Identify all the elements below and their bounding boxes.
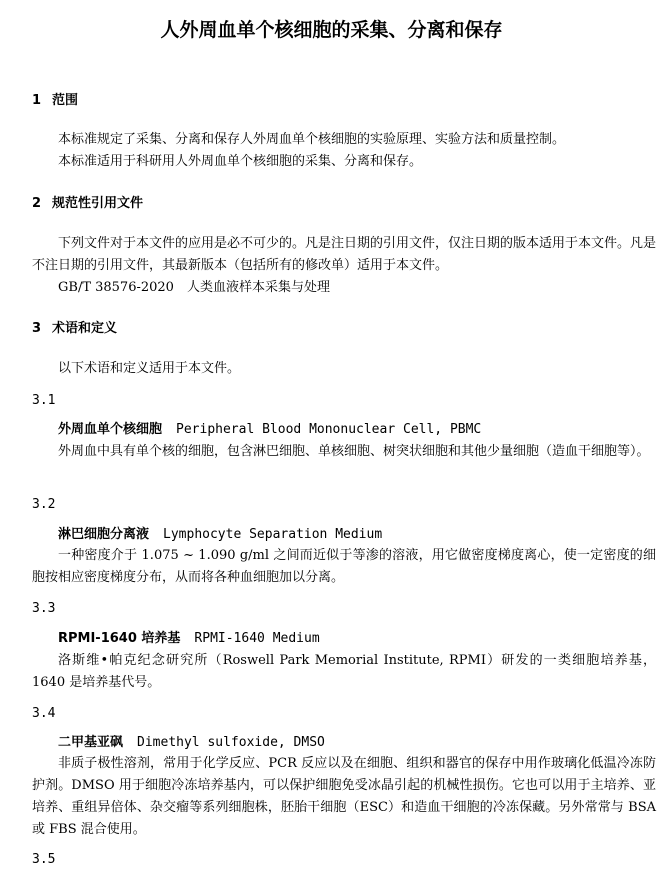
term-heading xyxy=(58,630,320,648)
term-heading xyxy=(58,526,382,544)
term-number: 3.3 xyxy=(32,601,56,616)
term-heading xyxy=(58,734,325,752)
section-title: 术语和定义 xyxy=(52,321,118,336)
scope-paragraph-2: 本标准适用于科研用人外周血单个核细胞的采集、分离和保存。 xyxy=(58,154,423,169)
term-definition: 非质子极性溶剂，常用于化学反应、PCR 反应以及在细胞、组织和器官的保存中用作玻璃化低温冷冻防护剂。DMSO 用于细胞冷冻培养基内，可以保护细胞免受冰晶引起的机械性损伤。它也可以用于主培养、亚培养、重组异倍体、杂交瘤等系列细胞株，胚胎干细胞（ESC）和造血干细胞的冷冻保藏。另外常常与 BSA 或 FBS 混合使用。 xyxy=(32,756,656,837)
term-name-zh: 外周血单个核细胞 xyxy=(58,422,163,437)
term-definition: 洛斯维•帕克纪念研究所（Roswell Park Memorial Institute, RPMI）研发的一类细胞培养基，1640 是培养基代号。 xyxy=(32,653,656,690)
term-number: 3.2 xyxy=(32,497,56,512)
terms-intro: 以下术语和定义适用于本文件。 xyxy=(58,361,241,376)
term-number: 3.4 xyxy=(32,706,56,721)
term-heading xyxy=(58,421,481,439)
term-definition: 一种密度介于 1.075 ~ 1.090 g/ml 之间而近似于等渗的溶液，用它做密度梯度离心，使一定密度的细胞按相应密度梯度分布，从而将各种血细胞加以分离。 xyxy=(32,548,656,585)
term-name-en: RPMI-1640 Medium xyxy=(194,631,320,646)
reference-item: GB/T 38576-2020 人类血液样本采集与处理 xyxy=(58,280,330,295)
section-heading-terms xyxy=(32,320,117,338)
term-name-zh: RPMI-1640 培养基 xyxy=(58,631,181,646)
scope-paragraph-1: 本标准规定了采集、分离和保存人外周血单个核细胞的实验原理、实验方法和质量控制。 xyxy=(58,132,566,147)
section-title: 规范性引用文件 xyxy=(52,196,144,211)
term-name-en: Lymphocyte Separation Medium xyxy=(163,527,383,542)
term-definition: 外周血中具有单个核的细胞，包含淋巴细胞、单核细胞、树突状细胞和其他少量细胞（造血干细胞等）。 xyxy=(58,444,650,459)
section-heading-scope xyxy=(32,92,78,110)
section-number: 1 xyxy=(32,93,42,108)
term-name-zh: 淋巴细胞分离液 xyxy=(58,527,150,542)
term-number: 3.1 xyxy=(32,393,56,408)
section-number: 3 xyxy=(32,321,42,336)
section-heading-normative-references xyxy=(32,195,143,213)
references-paragraph: 下列文件对于本文件的应用是必不可少的。凡是注日期的引用文件，仅注日期的版本适用于本文件。凡是不注日期的引用文件，其最新版本（包括所有的修改单）适用于本文件。 xyxy=(32,236,657,273)
term-name-zh: 二甲基亚砜 xyxy=(58,735,124,750)
term-name-en: Dimethyl sulfoxide, DMSO xyxy=(137,735,325,750)
term-name-en: Peripheral Blood Mononuclear Cell, PBMC xyxy=(176,422,482,437)
section-title: 范围 xyxy=(52,93,79,108)
document-title: 人外周血单个核细胞的采集、分离和保存 xyxy=(160,19,503,41)
section-number: 2 xyxy=(32,196,42,211)
term-number: 3.5 xyxy=(32,852,56,867)
